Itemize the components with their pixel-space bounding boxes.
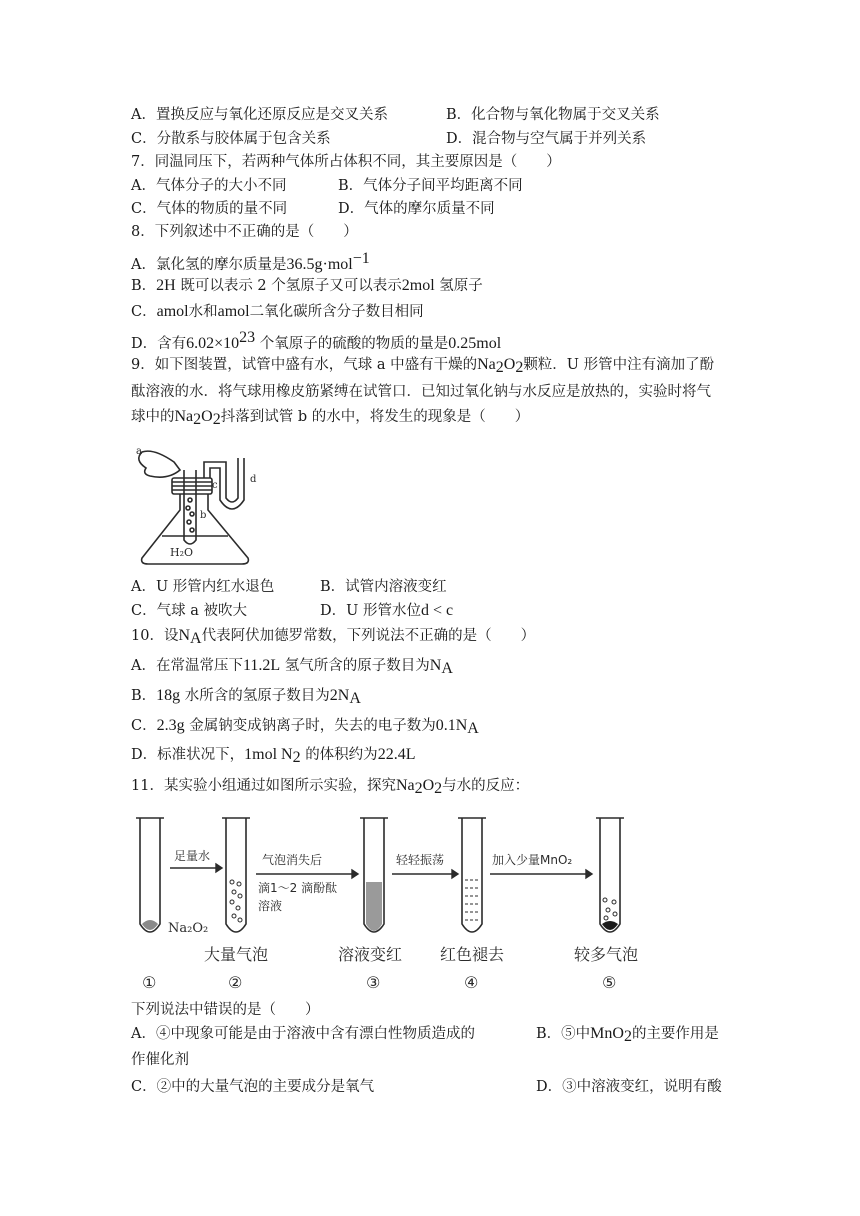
q11-option-d: D．③中溶液变红，说明有酸 — [536, 1079, 722, 1095]
balloon-a — [139, 451, 180, 477]
q8-b-suffix: 氢原子 — [439, 278, 483, 294]
q10-d-text: 的体积约为 — [305, 747, 378, 763]
u-shaped-tube — [204, 458, 244, 509]
q10-a-sub: A — [441, 660, 453, 677]
q10-a-value: 11.2L — [242, 657, 281, 674]
q11-option-c: C．②中的大量气泡的主要成分是氧气 — [131, 1079, 375, 1095]
q10-a-na: N — [429, 657, 442, 674]
q8-option-b — [131, 276, 483, 296]
q8-option-a — [131, 249, 370, 275]
q10-c-value: 2.3g — [156, 717, 185, 734]
q11-question: 下列说法中错误的是（ ） — [131, 1002, 320, 1018]
q9-option-c: C．气球 a 被吹大 — [131, 603, 247, 619]
arrow2-label-2: 滴1～2 滴酚酞 — [258, 881, 338, 895]
q8-b-prefix: B． — [131, 278, 157, 294]
na2o2-label: Na₂O₂ — [168, 921, 209, 936]
q10-stem-sub: A — [190, 630, 202, 647]
q8-a-exponent: −1 — [352, 250, 370, 267]
q9-stem-line2: 酞溶液的水．将气球用橡皮筋紧缚在试管口．已知过氧化钠与水反应是放热的，实验时将气 — [131, 384, 711, 400]
arrow2-label-3: 溶液 — [258, 899, 283, 913]
q8-d-prefix: D．含有 — [131, 336, 187, 352]
q8-d-value: 6.02×10 — [186, 335, 240, 352]
q8-a-text: A．氯化氢的摩尔质量是 — [131, 257, 287, 273]
number-5: ⑤ — [602, 973, 617, 992]
conical-flask — [142, 494, 249, 564]
q10-d-prefix: D．标准状况下， — [131, 747, 245, 763]
q6-option-a: A．置换反应与氧化还原反应是交叉关系 — [131, 107, 388, 123]
q9-option-a: A．U 形管内红水退色 — [131, 579, 275, 595]
q10-b-value: 18g — [156, 687, 181, 704]
q11-option-b-continued: 作催化剂 — [131, 1052, 189, 1068]
q6-option-d: D．混合物与空气属于并列关系 — [446, 131, 647, 147]
q9-l1-suffix: 颗粒．U 形管中注有滴加了酚 — [523, 357, 715, 373]
q11-option-a: A．④中现象可能是由于溶液中含有漂白性物质造成的 — [131, 1026, 475, 1042]
caption-5: 较多气泡 — [574, 945, 639, 964]
q11-stem-chem: Na — [395, 777, 415, 794]
q8-b-value1: 2H — [156, 277, 176, 294]
q9-option-d — [320, 601, 453, 621]
q9-l3-sub2: 2 — [212, 411, 221, 428]
q7-option-d: D．气体的摩尔质量不同 — [338, 201, 495, 217]
tube-1 — [140, 818, 160, 932]
q11-stem-suffix: 与水的反应： — [442, 778, 530, 794]
q9-l1-chem2: O — [503, 356, 516, 373]
q8-d-text: 个氧原子的硫酸的物质的量是 — [259, 336, 449, 352]
number-4: ④ — [464, 973, 479, 992]
q8-b-text: 既可以表示 2 个氢原子又可以表示 — [180, 278, 402, 294]
q9-l3-suffix: 抖落到试管 b 的水中，将发生的现象是（ ） — [220, 409, 530, 425]
q8-option-d — [131, 328, 501, 354]
label-c: c — [212, 480, 218, 491]
arrow1-label: 足量水 — [174, 849, 211, 863]
caption-4: 红色褪去 — [440, 945, 505, 964]
q10-c-text: 金属钠变成钠离子时，失去的电子数为 — [189, 718, 436, 734]
q10-d-value2: 22.4L — [377, 746, 416, 763]
q11-b-prefix: B．⑤中 — [536, 1026, 591, 1042]
q7-stem: 7．同温同压下，若两种气体所占体积不同，其主要原因是（ ） — [131, 154, 561, 170]
q8-c-value2: amol — [217, 303, 250, 320]
q9-l1-sub1: 2 — [495, 359, 504, 376]
arrow3-label: 轻轻振荡 — [396, 853, 445, 867]
q11-stem-chem2: O — [422, 777, 435, 794]
q9-l3-text: 球中的 — [131, 409, 175, 425]
q10-option-a — [131, 656, 453, 679]
q8-c-value1: amol — [156, 303, 189, 320]
q10-b-sub: A — [349, 690, 361, 707]
tube-3-liquid — [366, 882, 382, 931]
q10-option-c — [131, 716, 479, 739]
number-3: ③ — [366, 973, 381, 992]
q11-stem — [131, 776, 529, 799]
label-a: a — [136, 446, 142, 457]
q9-l3-chem: Na — [174, 408, 194, 425]
q8-option-c — [131, 302, 424, 322]
q10-c-prefix: C． — [131, 718, 157, 734]
q6-option-c: C．分散系与胶体属于包含关系 — [131, 131, 331, 147]
q8-b-value2: 2mol — [401, 277, 435, 294]
caption-2: 大量气泡 — [204, 945, 269, 964]
q9-stem-line1 — [131, 355, 714, 378]
q10-c-na: 0.1N — [435, 717, 468, 734]
flask-apparatus-figure — [128, 440, 268, 568]
q9-d-text: D．U 形管水位 — [320, 603, 421, 619]
q7-option-b: B．气体分子间平均距离不同 — [338, 178, 523, 194]
q10-b-text: 水所含的氢原子数目为 — [184, 688, 330, 704]
q10-stem-prefix: 10．设 — [131, 628, 179, 644]
q10-a-prefix: A．在常温常压下 — [131, 658, 243, 674]
q8-d-exponent: 23 — [239, 329, 256, 346]
q7-option-a: A．气体分子的大小不同 — [131, 178, 287, 194]
q11-b-sub: 2 — [623, 1028, 632, 1045]
number-1: ① — [142, 973, 157, 992]
number-2: ② — [228, 973, 243, 992]
q11-option-b — [536, 1024, 719, 1047]
q8-c-suffix: 二氧化碳所含分子数目相同 — [249, 304, 424, 320]
q10-c-sub: A — [467, 720, 479, 737]
q10-option-b — [131, 686, 361, 709]
tube-4-liquid — [465, 880, 479, 920]
q9-option-b: B．试管内溶液变红 — [320, 579, 447, 595]
test-tube-sequence-figure — [128, 812, 688, 996]
q9-d-value: d < c — [420, 602, 454, 619]
q8-a-value: 36.5g·mol — [286, 256, 353, 273]
q10-option-d — [131, 745, 415, 768]
q10-stem — [131, 626, 535, 649]
label-b: b — [200, 510, 207, 521]
arrow2-label-1: 气泡消失后 — [262, 853, 323, 867]
q10-b-na: 2N — [329, 687, 350, 704]
q6-option-b: B．化合物与氧化物属于交叉关系 — [446, 107, 660, 123]
q8-c-text: 水和 — [188, 304, 218, 320]
q11-stem-sub1: 2 — [414, 780, 423, 797]
q8-c-prefix: C． — [131, 304, 157, 320]
q9-l1-text: 9．如下图装置，试管中盛有水，气球 a 中盛有干燥的 — [131, 357, 478, 373]
q10-stem-chem: N — [178, 627, 191, 644]
q10-d-value: 1mol N — [244, 746, 293, 763]
q10-d-sub: 2 — [292, 749, 301, 766]
label-d: d — [250, 474, 257, 485]
q11-b-chem: MnO — [590, 1025, 624, 1042]
q10-b-prefix: B． — [131, 688, 157, 704]
q9-l1-chem: Na — [477, 356, 496, 373]
q11-stem-sub2: 2 — [434, 780, 443, 797]
arrow4-label: 加入少量MnO₂ — [492, 853, 573, 867]
q8-stem: 8．下列叙述中不正确的是（ ） — [131, 224, 358, 240]
tube-4 — [462, 818, 482, 932]
q9-l1-sub2: 2 — [515, 359, 524, 376]
caption-3: 溶液变红 — [338, 945, 403, 964]
q10-a-text: 氢气所含的原子数目为 — [284, 658, 430, 674]
q11-stem-prefix: 11．某实验小组通过如图所示实验，探究 — [131, 778, 396, 794]
q8-d-value2: 0.25mol — [448, 335, 502, 352]
q9-l3-sub1: 2 — [193, 411, 202, 428]
q9-l3-chem2: O — [201, 408, 213, 425]
q9-stem-line3 — [131, 407, 529, 430]
q11-b-suffix: 的主要作用是 — [631, 1026, 719, 1042]
label-water: H₂O — [170, 546, 194, 559]
q7-option-c: C．气体的物质的量不同 — [131, 201, 288, 217]
q10-stem-suffix: 代表阿伏加德罗常数，下列说法不正确的是（ ） — [201, 628, 536, 644]
